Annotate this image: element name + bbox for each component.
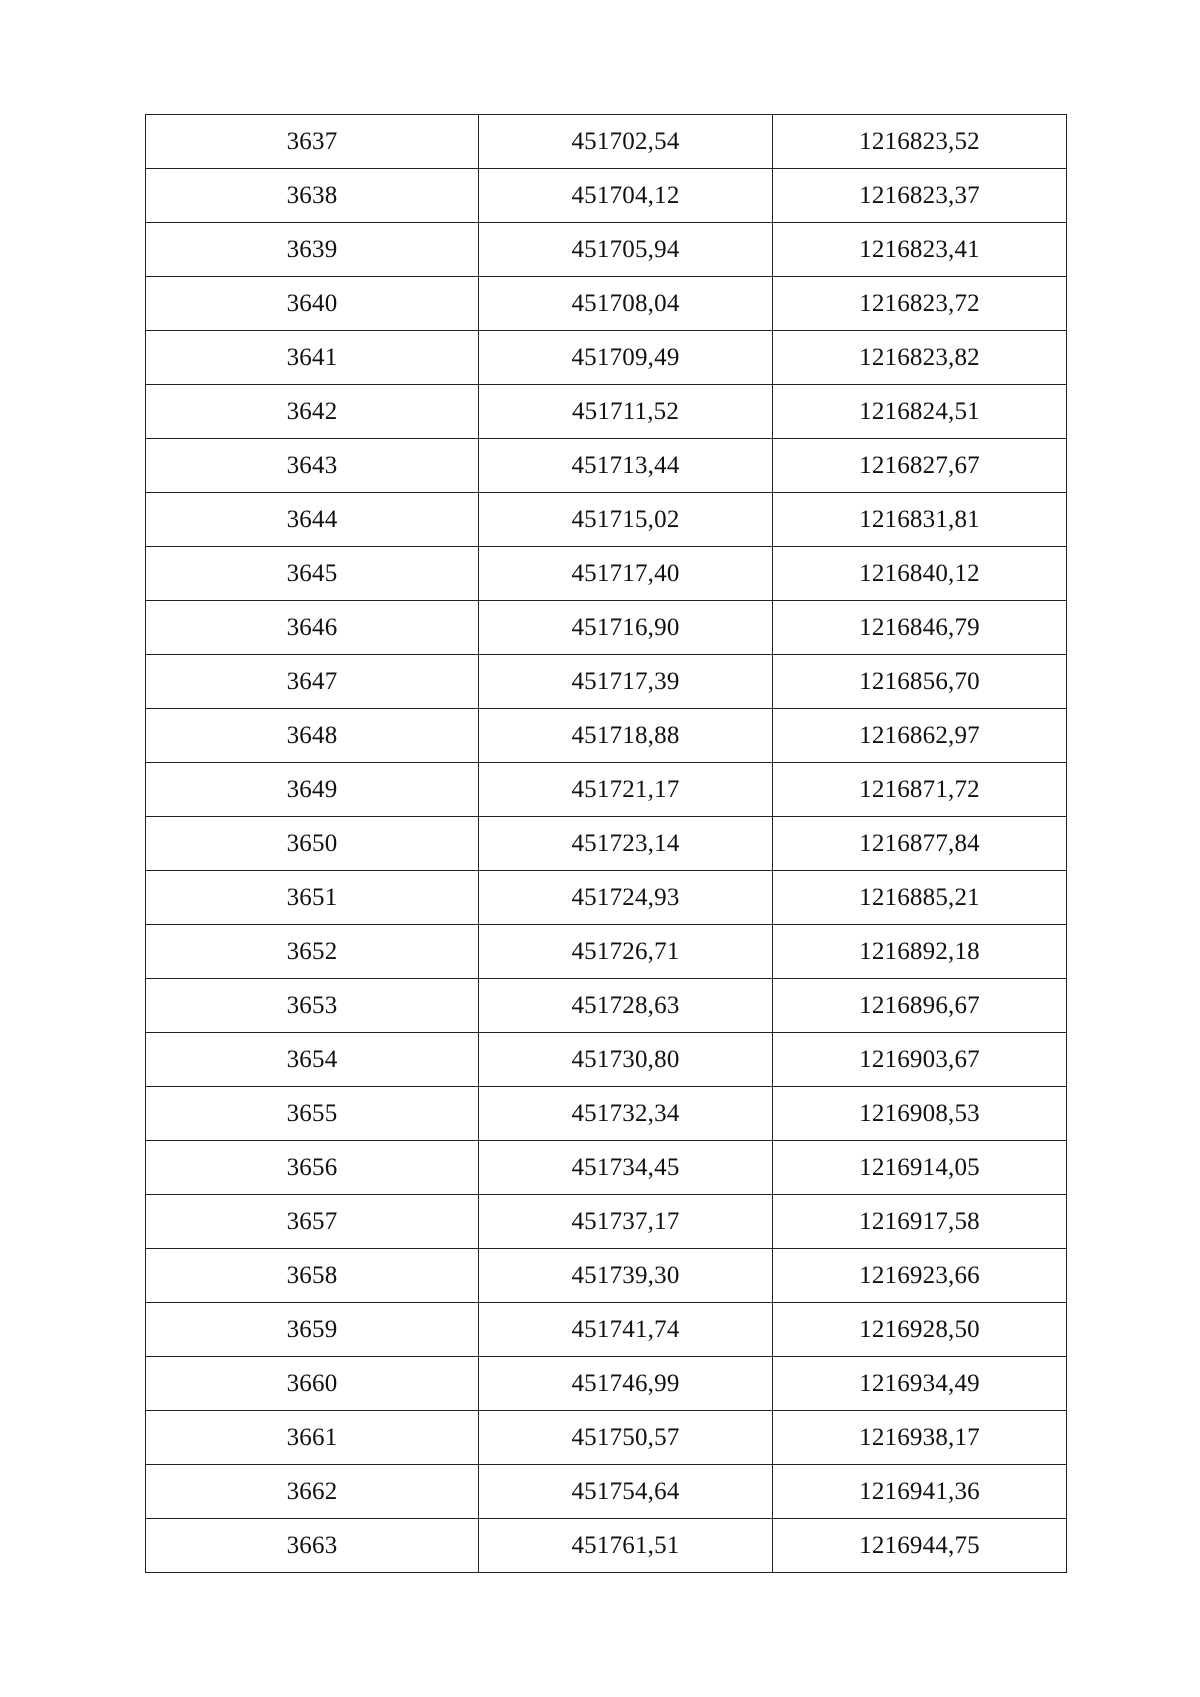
y-coordinate-cell: 1216877,84 bbox=[773, 817, 1067, 871]
coordinates-table-body bbox=[146, 115, 1067, 1573]
y-coordinate-cell: 1216941,36 bbox=[773, 1465, 1067, 1519]
y-coordinate-cell: 1216862,97 bbox=[773, 709, 1067, 763]
table-row bbox=[146, 493, 1067, 547]
point-number-cell: 3658 bbox=[146, 1249, 479, 1303]
table-row bbox=[146, 277, 1067, 331]
point-number-cell: 3648 bbox=[146, 709, 479, 763]
y-coordinate-cell: 1216856,70 bbox=[773, 655, 1067, 709]
y-coordinate-cell: 1216846,79 bbox=[773, 601, 1067, 655]
x-coordinate-cell: 451732,34 bbox=[479, 1087, 773, 1141]
x-coordinate-cell: 451728,63 bbox=[479, 979, 773, 1033]
x-coordinate-cell: 451761,51 bbox=[479, 1519, 773, 1573]
y-coordinate-cell: 1216934,49 bbox=[773, 1357, 1067, 1411]
y-coordinate-cell: 1216823,41 bbox=[773, 223, 1067, 277]
point-number-cell: 3663 bbox=[146, 1519, 479, 1573]
y-coordinate-cell: 1216823,52 bbox=[773, 115, 1067, 169]
y-coordinate-cell: 1216928,50 bbox=[773, 1303, 1067, 1357]
y-coordinate-cell: 1216840,12 bbox=[773, 547, 1067, 601]
point-number-cell: 3650 bbox=[146, 817, 479, 871]
x-coordinate-cell: 451711,52 bbox=[479, 385, 773, 439]
point-number-cell: 3637 bbox=[146, 115, 479, 169]
table-row bbox=[146, 655, 1067, 709]
table-row bbox=[146, 709, 1067, 763]
table-row bbox=[146, 331, 1067, 385]
table-row bbox=[146, 979, 1067, 1033]
x-coordinate-cell: 451708,04 bbox=[479, 277, 773, 331]
point-number-cell: 3659 bbox=[146, 1303, 479, 1357]
x-coordinate-cell: 451734,45 bbox=[479, 1141, 773, 1195]
point-number-cell: 3643 bbox=[146, 439, 479, 493]
point-number-cell: 3655 bbox=[146, 1087, 479, 1141]
y-coordinate-cell: 1216831,81 bbox=[773, 493, 1067, 547]
point-number-cell: 3649 bbox=[146, 763, 479, 817]
y-coordinate-cell: 1216914,05 bbox=[773, 1141, 1067, 1195]
point-number-cell: 3651 bbox=[146, 871, 479, 925]
y-coordinate-cell: 1216938,17 bbox=[773, 1411, 1067, 1465]
point-number-cell: 3646 bbox=[146, 601, 479, 655]
y-coordinate-cell: 1216917,58 bbox=[773, 1195, 1067, 1249]
y-coordinate-cell: 1216896,67 bbox=[773, 979, 1067, 1033]
x-coordinate-cell: 451705,94 bbox=[479, 223, 773, 277]
x-coordinate-cell: 451721,17 bbox=[479, 763, 773, 817]
point-number-cell: 3660 bbox=[146, 1357, 479, 1411]
x-coordinate-cell: 451704,12 bbox=[479, 169, 773, 223]
table-row bbox=[146, 817, 1067, 871]
y-coordinate-cell: 1216885,21 bbox=[773, 871, 1067, 925]
y-coordinate-cell: 1216871,72 bbox=[773, 763, 1067, 817]
x-coordinate-cell: 451741,74 bbox=[479, 1303, 773, 1357]
table-row bbox=[146, 1411, 1067, 1465]
point-number-cell: 3657 bbox=[146, 1195, 479, 1249]
table-row bbox=[146, 385, 1067, 439]
x-coordinate-cell: 451716,90 bbox=[479, 601, 773, 655]
x-coordinate-cell: 451713,44 bbox=[479, 439, 773, 493]
x-coordinate-cell: 451717,39 bbox=[479, 655, 773, 709]
x-coordinate-cell: 451746,99 bbox=[479, 1357, 773, 1411]
point-number-cell: 3656 bbox=[146, 1141, 479, 1195]
point-number-cell: 3653 bbox=[146, 979, 479, 1033]
table-row bbox=[146, 1033, 1067, 1087]
y-coordinate-cell: 1216923,66 bbox=[773, 1249, 1067, 1303]
x-coordinate-cell: 451754,64 bbox=[479, 1465, 773, 1519]
table-row bbox=[146, 1249, 1067, 1303]
point-number-cell: 3639 bbox=[146, 223, 479, 277]
x-coordinate-cell: 451739,30 bbox=[479, 1249, 773, 1303]
table-row bbox=[146, 547, 1067, 601]
y-coordinate-cell: 1216823,72 bbox=[773, 277, 1067, 331]
y-coordinate-cell: 1216824,51 bbox=[773, 385, 1067, 439]
table-row bbox=[146, 1195, 1067, 1249]
table-row bbox=[146, 925, 1067, 979]
y-coordinate-cell: 1216903,67 bbox=[773, 1033, 1067, 1087]
x-coordinate-cell: 451709,49 bbox=[479, 331, 773, 385]
y-coordinate-cell: 1216892,18 bbox=[773, 925, 1067, 979]
table-row bbox=[146, 871, 1067, 925]
table-row bbox=[146, 1141, 1067, 1195]
table-row bbox=[146, 1357, 1067, 1411]
table-row bbox=[146, 1465, 1067, 1519]
y-coordinate-cell: 1216944,75 bbox=[773, 1519, 1067, 1573]
table-row bbox=[146, 601, 1067, 655]
table-row bbox=[146, 1303, 1067, 1357]
table-row bbox=[146, 1519, 1067, 1573]
point-number-cell: 3654 bbox=[146, 1033, 479, 1087]
x-coordinate-cell: 451718,88 bbox=[479, 709, 773, 763]
table-row bbox=[146, 1087, 1067, 1141]
point-number-cell: 3644 bbox=[146, 493, 479, 547]
x-coordinate-cell: 451750,57 bbox=[479, 1411, 773, 1465]
point-number-cell: 3652 bbox=[146, 925, 479, 979]
y-coordinate-cell: 1216908,53 bbox=[773, 1087, 1067, 1141]
x-coordinate-cell: 451737,17 bbox=[479, 1195, 773, 1249]
y-coordinate-cell: 1216827,67 bbox=[773, 439, 1067, 493]
point-number-cell: 3638 bbox=[146, 169, 479, 223]
x-coordinate-cell: 451724,93 bbox=[479, 871, 773, 925]
table-row bbox=[146, 439, 1067, 493]
x-coordinate-cell: 451730,80 bbox=[479, 1033, 773, 1087]
point-number-cell: 3647 bbox=[146, 655, 479, 709]
x-coordinate-cell: 451726,71 bbox=[479, 925, 773, 979]
table-row bbox=[146, 115, 1067, 169]
x-coordinate-cell: 451723,14 bbox=[479, 817, 773, 871]
x-coordinate-cell: 451717,40 bbox=[479, 547, 773, 601]
y-coordinate-cell: 1216823,82 bbox=[773, 331, 1067, 385]
coordinates-table bbox=[145, 114, 1067, 1573]
point-number-cell: 3645 bbox=[146, 547, 479, 601]
point-number-cell: 3640 bbox=[146, 277, 479, 331]
table-row bbox=[146, 223, 1067, 277]
x-coordinate-cell: 451715,02 bbox=[479, 493, 773, 547]
table-row bbox=[146, 763, 1067, 817]
x-coordinate-cell: 451702,54 bbox=[479, 115, 773, 169]
point-number-cell: 3662 bbox=[146, 1465, 479, 1519]
y-coordinate-cell: 1216823,37 bbox=[773, 169, 1067, 223]
table-row bbox=[146, 169, 1067, 223]
point-number-cell: 3661 bbox=[146, 1411, 479, 1465]
point-number-cell: 3642 bbox=[146, 385, 479, 439]
point-number-cell: 3641 bbox=[146, 331, 479, 385]
